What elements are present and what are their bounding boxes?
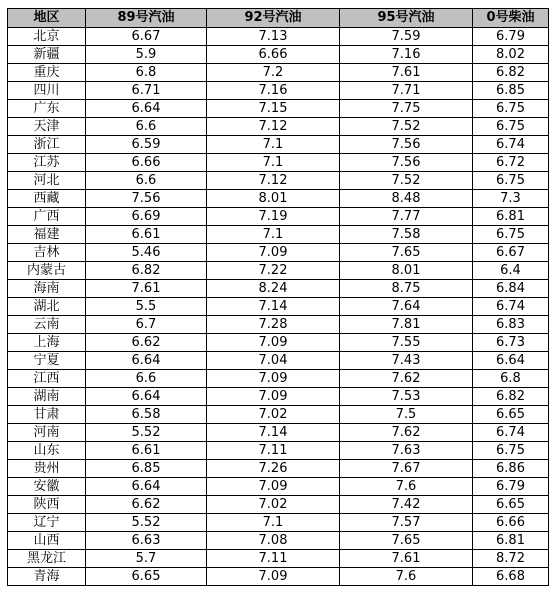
cell-gasoline-92: 7.08 [207,532,340,550]
cell-gasoline-95: 7.58 [340,226,473,244]
cell-diesel-0: 6.64 [473,352,549,370]
cell-region: 广西 [8,208,86,226]
table-row [8,190,549,208]
cell-gasoline-89: 6.64 [86,388,207,406]
cell-diesel-0: 7.3 [473,190,549,208]
cell-gasoline-89: 5.7 [86,550,207,568]
table-row [8,352,549,370]
cell-diesel-0: 6.66 [473,514,549,532]
table-row [8,154,549,172]
cell-region: 安徽 [8,478,86,496]
cell-region: 江西 [8,370,86,388]
cell-gasoline-95: 7.63 [340,442,473,460]
table-row [8,226,549,244]
table-container [7,8,549,586]
cell-gasoline-95: 7.5 [340,406,473,424]
cell-region: 湖南 [8,388,86,406]
table-row [8,262,549,280]
cell-diesel-0: 6.86 [473,460,549,478]
cell-gasoline-95: 7.56 [340,136,473,154]
cell-region: 贵州 [8,460,86,478]
cell-gasoline-95: 7.6 [340,568,473,586]
cell-gasoline-95: 7.62 [340,424,473,442]
cell-region: 浙江 [8,136,86,154]
cell-diesel-0: 6.75 [473,100,549,118]
cell-gasoline-89: 6.65 [86,568,207,586]
cell-gasoline-92: 7.16 [207,82,340,100]
table-row [8,460,549,478]
cell-diesel-0: 6.4 [473,262,549,280]
cell-region: 福建 [8,226,86,244]
cell-gasoline-92: 7.14 [207,298,340,316]
cell-region: 新疆 [8,46,86,64]
cell-region: 吉林 [8,244,86,262]
cell-region: 海南 [8,280,86,298]
cell-gasoline-95: 7.59 [340,28,473,46]
table-row [8,100,549,118]
header-gasoline-95: 95号汽油 [340,9,473,28]
cell-gasoline-92: 7.02 [207,496,340,514]
table-row [8,46,549,64]
cell-gasoline-95: 7.64 [340,298,473,316]
table-row [8,334,549,352]
header-region: 地区 [8,9,86,28]
cell-gasoline-92: 7.09 [207,568,340,586]
cell-diesel-0: 6.75 [473,442,549,460]
table-row [8,208,549,226]
cell-diesel-0: 6.75 [473,118,549,136]
fuel-price-table [7,8,549,586]
cell-gasoline-92: 7.14 [207,424,340,442]
cell-gasoline-95: 7.65 [340,532,473,550]
cell-gasoline-92: 7.1 [207,226,340,244]
cell-gasoline-89: 6.85 [86,460,207,478]
cell-region: 西藏 [8,190,86,208]
cell-gasoline-92: 7.09 [207,334,340,352]
table-row [8,550,549,568]
cell-region: 甘肃 [8,406,86,424]
cell-diesel-0: 6.73 [473,334,549,352]
table-row [8,442,549,460]
cell-gasoline-95: 7.43 [340,352,473,370]
cell-gasoline-95: 7.62 [340,370,473,388]
cell-gasoline-95: 7.52 [340,172,473,190]
table-row [8,64,549,82]
header-diesel-0: 0号柴油 [473,9,549,28]
table-row [8,496,549,514]
cell-diesel-0: 6.72 [473,154,549,172]
table-row [8,172,549,190]
cell-region: 湖北 [8,298,86,316]
cell-region: 山东 [8,442,86,460]
cell-gasoline-89: 5.52 [86,424,207,442]
cell-gasoline-89: 6.62 [86,496,207,514]
cell-region: 重庆 [8,64,86,82]
table-row [8,478,549,496]
table-body [8,28,549,586]
cell-gasoline-92: 8.01 [207,190,340,208]
cell-diesel-0: 6.75 [473,226,549,244]
cell-region: 青海 [8,568,86,586]
cell-gasoline-92: 7.09 [207,370,340,388]
cell-gasoline-95: 7.16 [340,46,473,64]
cell-gasoline-95: 7.71 [340,82,473,100]
table-row [8,514,549,532]
cell-gasoline-95: 7.77 [340,208,473,226]
table-row [8,82,549,100]
cell-gasoline-92: 7.12 [207,118,340,136]
cell-gasoline-89: 6.8 [86,64,207,82]
cell-gasoline-92: 7.13 [207,28,340,46]
cell-gasoline-89: 6.59 [86,136,207,154]
cell-gasoline-92: 7.26 [207,460,340,478]
cell-gasoline-89: 6.6 [86,172,207,190]
header-gasoline-89: 89号汽油 [86,9,207,28]
table-row [8,568,549,586]
cell-gasoline-89: 6.7 [86,316,207,334]
cell-region: 四川 [8,82,86,100]
cell-gasoline-92: 7.1 [207,514,340,532]
table-row [8,136,549,154]
table-row [8,118,549,136]
cell-gasoline-89: 6.82 [86,262,207,280]
cell-gasoline-92: 8.24 [207,280,340,298]
cell-diesel-0: 6.84 [473,280,549,298]
cell-diesel-0: 6.65 [473,496,549,514]
table-row [8,532,549,550]
cell-gasoline-89: 6.61 [86,226,207,244]
cell-gasoline-89: 6.6 [86,370,207,388]
cell-gasoline-95: 7.65 [340,244,473,262]
cell-gasoline-92: 7.02 [207,406,340,424]
cell-diesel-0: 6.8 [473,370,549,388]
cell-region: 上海 [8,334,86,352]
cell-gasoline-92: 7.04 [207,352,340,370]
cell-gasoline-92: 6.66 [207,46,340,64]
cell-gasoline-89: 5.46 [86,244,207,262]
cell-region: 内蒙古 [8,262,86,280]
cell-gasoline-92: 7.09 [207,244,340,262]
cell-diesel-0: 6.65 [473,406,549,424]
cell-gasoline-92: 7.12 [207,172,340,190]
cell-region: 江苏 [8,154,86,172]
cell-gasoline-95: 7.67 [340,460,473,478]
cell-gasoline-95: 7.52 [340,118,473,136]
cell-region: 云南 [8,316,86,334]
cell-gasoline-89: 6.58 [86,406,207,424]
cell-gasoline-92: 7.2 [207,64,340,82]
table-row [8,370,549,388]
cell-gasoline-95: 7.57 [340,514,473,532]
cell-gasoline-95: 7.61 [340,550,473,568]
cell-diesel-0: 6.79 [473,28,549,46]
table-row [8,316,549,334]
header-row [8,9,549,28]
cell-gasoline-89: 6.62 [86,334,207,352]
cell-region: 黑龙江 [8,550,86,568]
cell-region: 天津 [8,118,86,136]
cell-gasoline-89: 5.52 [86,514,207,532]
cell-gasoline-95: 7.56 [340,154,473,172]
cell-diesel-0: 6.74 [473,298,549,316]
cell-gasoline-89: 5.9 [86,46,207,64]
cell-diesel-0: 6.81 [473,208,549,226]
cell-gasoline-92: 7.19 [207,208,340,226]
cell-diesel-0: 6.75 [473,172,549,190]
cell-diesel-0: 6.82 [473,64,549,82]
cell-region: 河南 [8,424,86,442]
table-row [8,406,549,424]
cell-gasoline-92: 7.28 [207,316,340,334]
cell-gasoline-95: 7.6 [340,478,473,496]
cell-gasoline-92: 7.1 [207,154,340,172]
table-row [8,280,549,298]
cell-region: 广东 [8,100,86,118]
cell-gasoline-92: 7.11 [207,550,340,568]
cell-gasoline-89: 6.64 [86,352,207,370]
cell-diesel-0: 6.81 [473,532,549,550]
cell-region: 辽宁 [8,514,86,532]
cell-diesel-0: 6.74 [473,424,549,442]
cell-gasoline-92: 7.1 [207,136,340,154]
cell-gasoline-89: 7.56 [86,190,207,208]
cell-gasoline-92: 7.09 [207,478,340,496]
cell-region: 宁夏 [8,352,86,370]
cell-diesel-0: 8.02 [473,46,549,64]
table-row [8,388,549,406]
cell-gasoline-89: 6.69 [86,208,207,226]
cell-gasoline-95: 8.48 [340,190,473,208]
table-row [8,298,549,316]
cell-gasoline-95: 7.42 [340,496,473,514]
cell-gasoline-89: 6.71 [86,82,207,100]
cell-region: 北京 [8,28,86,46]
cell-gasoline-95: 7.53 [340,388,473,406]
cell-gasoline-92: 7.11 [207,442,340,460]
cell-gasoline-95: 7.61 [340,64,473,82]
cell-diesel-0: 6.79 [473,478,549,496]
cell-diesel-0: 6.68 [473,568,549,586]
cell-gasoline-95: 7.75 [340,100,473,118]
cell-gasoline-92: 7.15 [207,100,340,118]
cell-diesel-0: 6.82 [473,388,549,406]
table-row [8,424,549,442]
cell-diesel-0: 6.83 [473,316,549,334]
cell-gasoline-89: 6.64 [86,100,207,118]
cell-gasoline-95: 7.55 [340,334,473,352]
cell-gasoline-95: 8.75 [340,280,473,298]
table-header [8,9,549,28]
cell-region: 陕西 [8,496,86,514]
cell-diesel-0: 6.67 [473,244,549,262]
cell-gasoline-89: 6.63 [86,532,207,550]
cell-gasoline-92: 7.22 [207,262,340,280]
cell-region: 山西 [8,532,86,550]
cell-gasoline-89: 6.6 [86,118,207,136]
cell-gasoline-92: 7.09 [207,388,340,406]
table-row [8,244,549,262]
cell-gasoline-89: 6.66 [86,154,207,172]
cell-diesel-0: 6.74 [473,136,549,154]
cell-gasoline-89: 6.67 [86,28,207,46]
table-row [8,28,549,46]
cell-gasoline-89: 6.61 [86,442,207,460]
cell-diesel-0: 8.72 [473,550,549,568]
cell-gasoline-95: 8.01 [340,262,473,280]
cell-gasoline-95: 7.81 [340,316,473,334]
header-gasoline-92: 92号汽油 [207,9,340,28]
cell-diesel-0: 6.85 [473,82,549,100]
cell-gasoline-89: 7.61 [86,280,207,298]
cell-region: 河北 [8,172,86,190]
cell-gasoline-89: 5.5 [86,298,207,316]
cell-gasoline-89: 6.64 [86,478,207,496]
